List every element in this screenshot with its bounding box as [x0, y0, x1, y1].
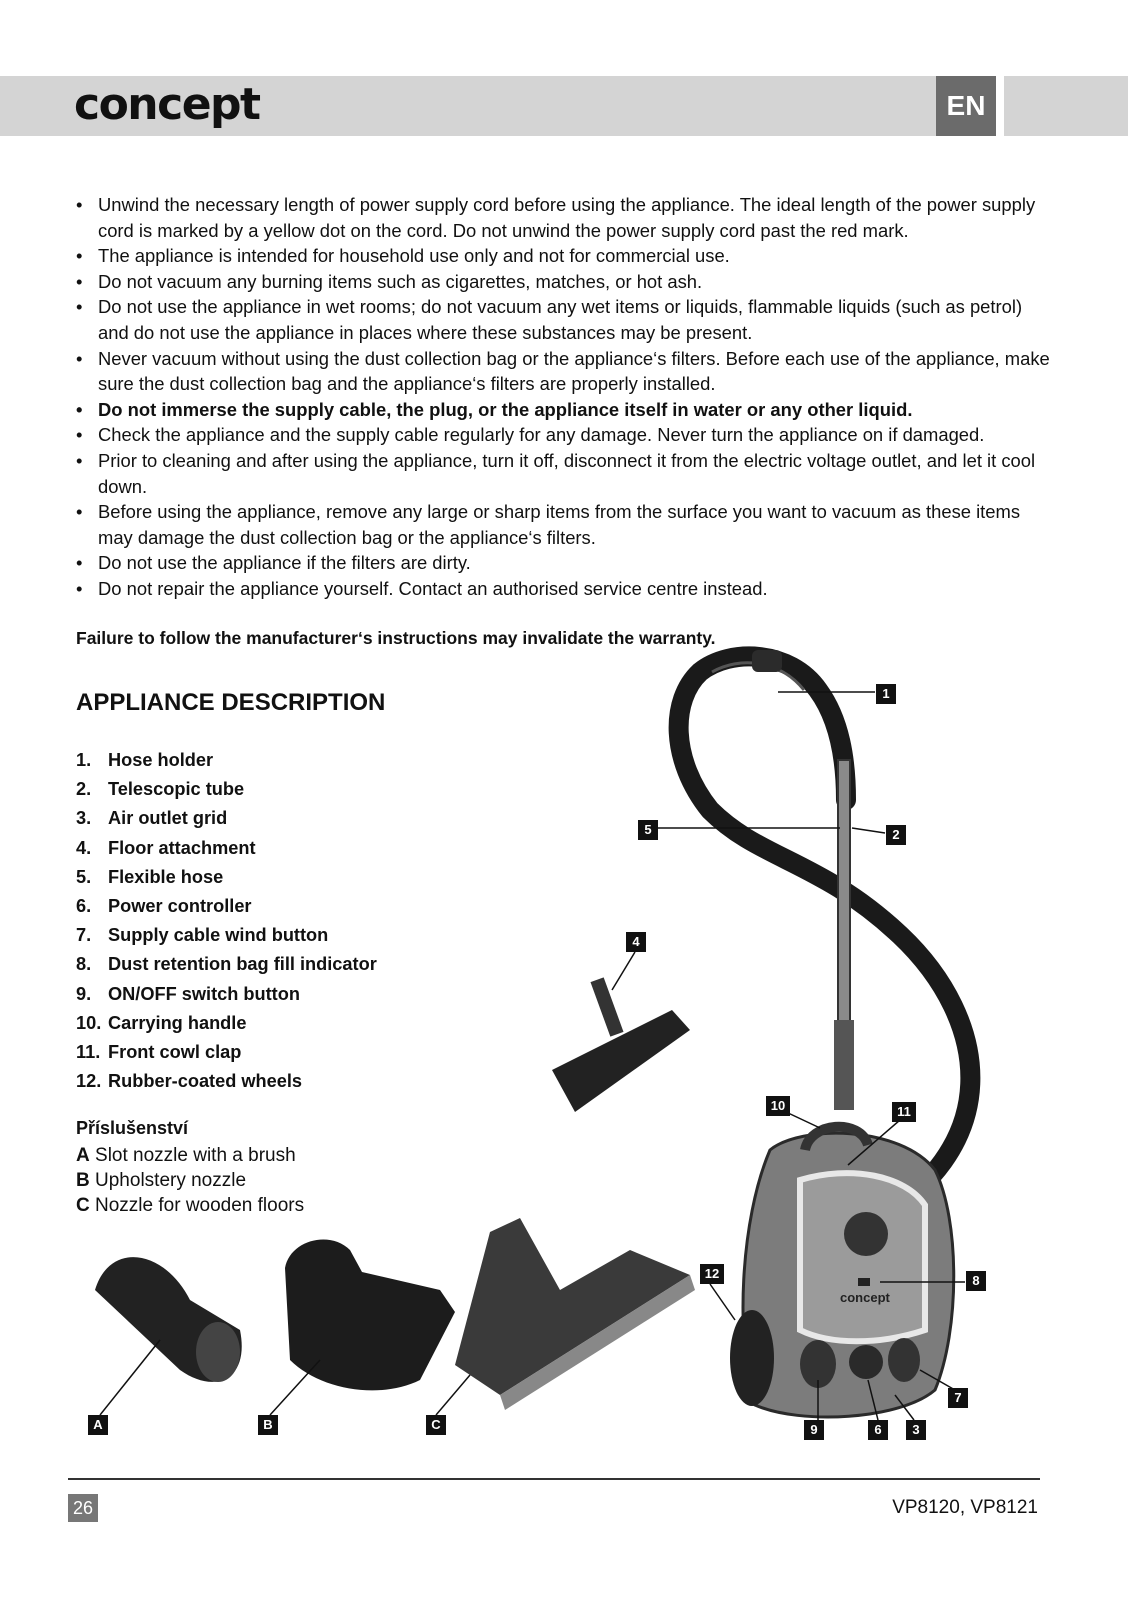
- hose-holder-shape: [752, 650, 782, 672]
- figure-tag-11: 11: [892, 1102, 916, 1122]
- figure-tag-c: C: [426, 1415, 446, 1435]
- rule-item: • Do not repair the appliance yourself. Contact an authorised service centre instead.: [76, 576, 1052, 602]
- tube-clip-shape: [834, 1020, 854, 1110]
- accessories-title: Příslušenství: [76, 1118, 189, 1138]
- part-label: Power controller: [108, 896, 252, 917]
- accessory-label: Slot nozzle with a brush: [95, 1145, 296, 1166]
- part-number: 6.: [76, 896, 92, 917]
- model-number: VP8120, VP8121: [892, 1497, 1038, 1518]
- part-number: 8.: [76, 954, 92, 975]
- rule-item: • Do not use the appliance if the filters are dirty.: [76, 550, 1052, 576]
- part-number: 4.: [76, 837, 92, 858]
- rule-item: • Before using the appliance, remove any large or sharp items from the surface you want to vacuum as these items may damage the dust collection bag or the appliance‘s filters.: [76, 499, 1052, 550]
- rear-wheel-shape: [730, 1310, 774, 1406]
- part-label: ON/OFF switch button: [108, 983, 300, 1004]
- page-number: 26: [68, 1494, 98, 1522]
- figure-tag-4: 4: [626, 932, 646, 952]
- part-number: 1.: [76, 750, 92, 770]
- rule-item: • Never vacuum without using the dust collection bag or the appliance‘s filters. Before each use of the appliance, make sure the dust collection bag and the appliance‘s filters are properly installed.: [76, 346, 1052, 397]
- part-number: 2.: [76, 779, 92, 800]
- accessory-key: B: [76, 1170, 90, 1191]
- part-label: Supply cable wind button: [108, 925, 329, 946]
- rule-item-bold: • Do not immerse the supply cable, the plug, or the appliance itself in water or any other liquid.: [76, 397, 1052, 423]
- part-label: Floor attachment: [108, 837, 256, 858]
- part-number: 9.: [76, 983, 92, 1004]
- rule-item: • Do not use the appliance in wet rooms; do not vacuum any wet items or liquids, flammable liquids (such as petrol) and do not use the appliance in places where these substances may be present.: [76, 294, 1052, 345]
- rule-item: • Unwind the necessary length of power supply cord before using the appliance. The ideal length of the power supply cord is marked by a yellow dot on the cord. Do not unwind the power supply cord past the red mark.: [76, 192, 1052, 243]
- cable-button-shape: [888, 1338, 920, 1382]
- figure-tag-2: 2: [886, 825, 906, 845]
- part-label: Carrying handle: [108, 1012, 247, 1033]
- warranty-note: Failure to follow the manufacturer‘s instructions may invalidate the warranty.: [76, 628, 716, 648]
- hose-inlet-shape: [844, 1212, 888, 1256]
- accessory-label: Nozzle for wooden floors: [95, 1195, 305, 1216]
- rule-item: • Prior to cleaning and after using the appliance, turn it off, disconnect it from the electric voltage outlet, and let it cool down.: [76, 448, 1052, 499]
- part-number: 12.: [76, 1071, 102, 1092]
- part-number: 3.: [76, 808, 92, 829]
- part-number: 10.: [76, 1012, 102, 1033]
- figure-tag-9: 9: [804, 1420, 824, 1440]
- figure-tag-6: 6: [868, 1420, 888, 1440]
- power-controller-shape: [849, 1345, 883, 1379]
- part-label: Hose holder: [108, 750, 214, 770]
- accessory-key: A: [76, 1145, 90, 1166]
- figure-tag-b: B: [258, 1415, 278, 1435]
- part-number: 7.: [76, 925, 92, 946]
- brand-logo: concept: [74, 79, 260, 130]
- part-number: 5.: [76, 866, 92, 887]
- rule-item: • The appliance is intended for household use only and not for commercial use.: [76, 243, 1052, 269]
- part-label: Front cowl clap: [108, 1042, 242, 1063]
- figure-tag-3: 3: [906, 1420, 926, 1440]
- figure-tag-1: 1: [876, 684, 896, 704]
- bag-indicator-shape: [858, 1278, 870, 1286]
- product-logo: concept: [840, 1290, 890, 1305]
- part-label: Rubber-coated wheels: [108, 1071, 303, 1092]
- accessory-b-shape: [285, 1240, 455, 1391]
- language-badge: EN: [936, 76, 996, 136]
- floor-attachment-shape: [552, 977, 690, 1112]
- figure-tag-5: 5: [638, 820, 658, 840]
- accessory-key: C: [76, 1195, 90, 1216]
- part-label: Dust retention bag fill indicator: [108, 954, 377, 975]
- accessory-c-shape: [455, 1218, 695, 1410]
- figure-tag-10: 10: [766, 1096, 790, 1116]
- part-label: Telescopic tube: [108, 779, 245, 800]
- figure-tag-a: A: [88, 1415, 108, 1435]
- accessory-a-shape: [95, 1257, 242, 1382]
- accessory-label: Upholstery nozzle: [95, 1170, 247, 1191]
- figure-tag-8: 8: [966, 1271, 986, 1291]
- rule-item: • Check the appliance and the supply cable regularly for any damage. Never turn the appliance on if damaged.: [76, 422, 1052, 448]
- rule-item: • Do not vacuum any burning items such as cigarettes, matches, or hot ash.: [76, 269, 1052, 295]
- part-label: Air outlet grid: [108, 808, 228, 829]
- figure-tag-7: 7: [948, 1388, 968, 1408]
- part-label: Flexible hose: [108, 866, 224, 887]
- part-number: 11.: [76, 1042, 101, 1063]
- figure-tag-12: 12: [700, 1264, 724, 1284]
- footer-rule: [68, 1478, 1040, 1480]
- section-title: APPLIANCE DESCRIPTION: [76, 689, 386, 716]
